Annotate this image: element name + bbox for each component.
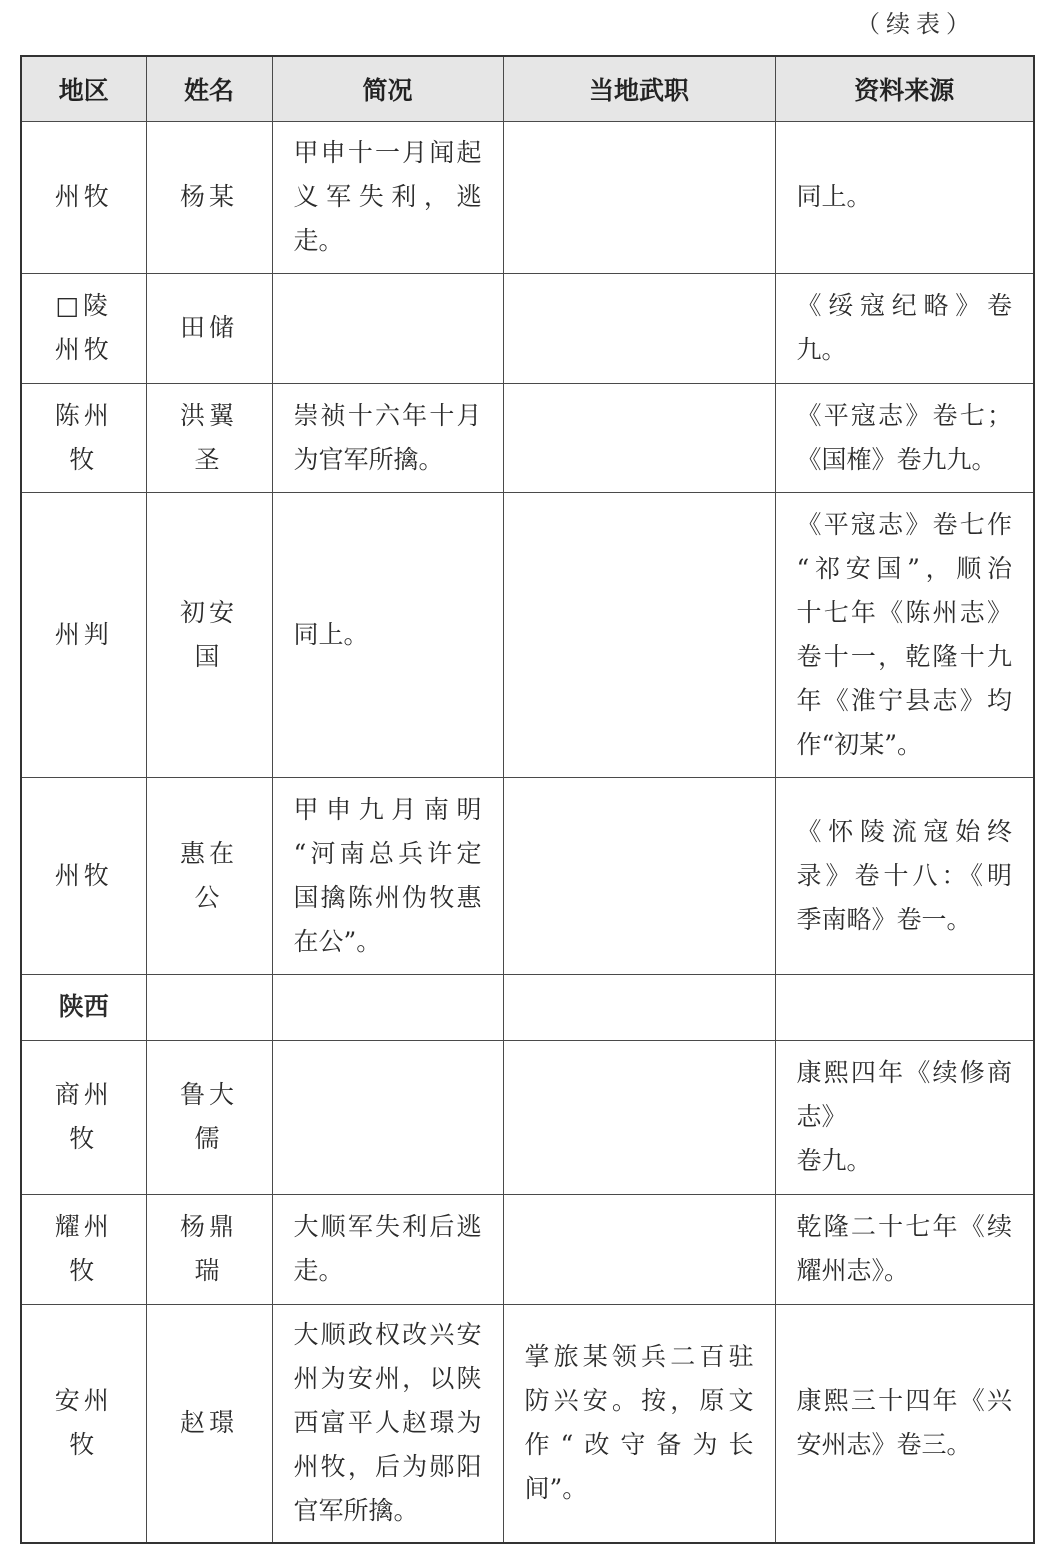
cell-military: [503, 273, 775, 383]
cell-text-line: 季南略》卷一。: [796, 904, 972, 934]
cell-text-line: 州为安州，以陕: [293, 1364, 482, 1394]
cell-name: [146, 273, 272, 383]
table-row: [21, 1304, 1034, 1543]
cell-summary: [272, 492, 503, 777]
cell-military: [503, 974, 775, 1040]
cell-name: [146, 383, 272, 492]
cell-region: [21, 121, 146, 273]
cell-text-line: 大顺政权改兴安: [293, 1320, 482, 1350]
cell-text-line: 在公”。: [293, 926, 382, 956]
cell-source: [775, 273, 1034, 383]
cell-text-line: 甲申十一月闻起: [293, 138, 482, 167]
cell-region: [21, 974, 146, 1040]
cell-text-line: 初安国: [179, 597, 238, 671]
cell-text-line: 州牧: [54, 860, 113, 890]
cell-summary: [272, 777, 503, 974]
cell-name: [146, 1304, 272, 1543]
cell-text-line: 洪翼圣: [179, 400, 238, 474]
cell-text-line: 防兴安。按，原文: [524, 1386, 754, 1416]
cell-text-line: “祁安国”，顺治: [796, 553, 1012, 583]
cell-text-line: 《平寇志》卷七；: [796, 400, 1012, 430]
cell-text-line: 鲁大儒: [179, 1080, 238, 1153]
cell-text-line: 走。: [293, 226, 344, 255]
cell-summary: [272, 1304, 503, 1543]
cell-text-line: 官军所擒。: [293, 1496, 419, 1526]
cell-text-line: 间”。: [524, 1474, 588, 1504]
cell-military: [503, 492, 775, 777]
cell-text-line: 为官军所擒。: [293, 444, 444, 474]
cell-text-line: 州牧: [54, 182, 113, 211]
cell-text-line: 《国榷》卷九九。: [796, 444, 997, 474]
cell-text-line: 《绥寇纪略》卷: [796, 291, 1012, 320]
table-body: [21, 121, 1034, 1543]
cell-military: [503, 1040, 775, 1194]
table-row: [21, 777, 1034, 974]
cell-text-line: 耀州牧: [54, 1212, 113, 1285]
cell-text-line: 田储: [179, 313, 238, 342]
cell-name: [146, 777, 272, 974]
cell-text-line: □陵: [55, 291, 113, 320]
table-row: [21, 383, 1034, 492]
cell-region: [21, 492, 146, 777]
cell-text-line: 赵璟: [179, 1408, 238, 1438]
cell-text-line: 义军失利，逃: [293, 182, 482, 211]
cell-source: [775, 1304, 1034, 1543]
cell-text-line: 州牧: [54, 335, 113, 364]
cell-source: [775, 777, 1034, 974]
cell-name: [146, 1194, 272, 1304]
cell-text-line: 西富平人赵璟为: [293, 1408, 482, 1438]
cell-text-line: 卷十一，乾隆十九: [796, 641, 1012, 671]
cell-military: [503, 383, 775, 492]
cell-text-line: 杨某: [179, 182, 238, 211]
cell-summary: [272, 974, 503, 1040]
cell-name: [146, 1040, 272, 1194]
cell-text-line: 康熙三十四年《兴: [796, 1386, 1012, 1416]
cell-text-line: 乾隆二十七年《续: [796, 1212, 1012, 1241]
table-row: [21, 1194, 1034, 1304]
cell-summary: [272, 1040, 503, 1194]
cell-source: [775, 1040, 1034, 1194]
cell-text-line: 陈州牧: [54, 400, 113, 474]
header-source: 资料来源: [775, 56, 1034, 121]
cell-name: [146, 974, 272, 1040]
table-row: [21, 1040, 1034, 1194]
cell-text-line: 九。: [796, 335, 847, 364]
header-military-post: 当地武职: [503, 56, 775, 121]
cell-source: [775, 121, 1034, 273]
cell-source: [775, 1194, 1034, 1304]
cell-text-line: 《平寇志》卷七作: [796, 509, 1012, 539]
cell-text-line: 同上。: [293, 619, 369, 649]
cell-text-line: 崇祯十六年十月: [293, 400, 482, 430]
cell-region: [21, 383, 146, 492]
cell-text-line: 康熙四年《续修商: [796, 1058, 1012, 1087]
cell-summary: [272, 273, 503, 383]
cell-text-line: 《怀陵流寇始终: [796, 816, 1012, 846]
cell-text-line: 年《淮宁县志》均: [796, 685, 1012, 715]
cell-military: [503, 1194, 775, 1304]
cell-source: [775, 383, 1034, 492]
cell-text-line: 杨鼎瑞: [179, 1212, 238, 1285]
cell-text-line: 商州牧: [54, 1080, 113, 1153]
cell-text-line: 陕西: [58, 992, 109, 1021]
cell-text-line: 作“改守备为长: [524, 1430, 754, 1460]
cell-text-line: 甲申九月南明: [293, 794, 482, 824]
cell-region: [21, 273, 146, 383]
cell-text-line: 大顺军失利后逃: [293, 1212, 482, 1241]
table-header: [21, 56, 1034, 121]
cell-text-line: 录》卷十八：《明: [796, 860, 1012, 890]
table-row: [21, 121, 1034, 273]
cell-text-line: 十七年《陈州志》: [796, 597, 1012, 627]
cell-military: [503, 777, 775, 974]
cell-text-line: 志》: [796, 1102, 847, 1131]
cell-text-line: 掌旅某领兵二百驻: [524, 1342, 754, 1372]
cell-name: [146, 121, 272, 273]
cell-summary: [272, 383, 503, 492]
cell-region: [21, 1040, 146, 1194]
cell-text-line: 作“初某”。: [796, 729, 923, 759]
cell-source: [775, 974, 1034, 1040]
cell-region: [21, 1194, 146, 1304]
section-row: [21, 974, 1034, 1040]
cell-text-line: 安州牧: [54, 1386, 113, 1460]
table-row: [21, 273, 1034, 383]
cell-military: [503, 1304, 775, 1543]
header-name: 姓名: [146, 56, 272, 121]
officials-table: [20, 55, 1035, 1544]
cell-text-line: 卷九。: [796, 1146, 872, 1175]
cell-summary: [272, 121, 503, 273]
cell-text-line: 州牧，后为郧阳: [293, 1452, 482, 1482]
cell-text-line: 惠在公: [179, 838, 238, 912]
header-row: [21, 56, 1034, 121]
cell-text-line: 州判: [54, 619, 113, 649]
cell-source: [775, 492, 1034, 777]
cell-region: [21, 777, 146, 974]
table-row: [21, 492, 1034, 777]
cell-region: [21, 1304, 146, 1543]
cell-text-line: 同上。: [796, 182, 872, 211]
cell-name: [146, 492, 272, 777]
cell-military: [503, 121, 775, 273]
cell-summary: [272, 1194, 503, 1304]
header-summary: 简况: [272, 56, 503, 121]
cell-text-line: 安州志》卷三。: [796, 1430, 972, 1460]
cell-text-line: “河南总兵许定: [293, 838, 482, 868]
header-region: 地区: [21, 56, 146, 121]
cell-text-line: 耀州志》。: [796, 1256, 910, 1285]
cell-text-line: 国擒陈州伪牧惠: [293, 882, 482, 912]
cell-text-line: 走。: [293, 1256, 344, 1285]
continued-table-label: （续表）: [856, 10, 976, 38]
